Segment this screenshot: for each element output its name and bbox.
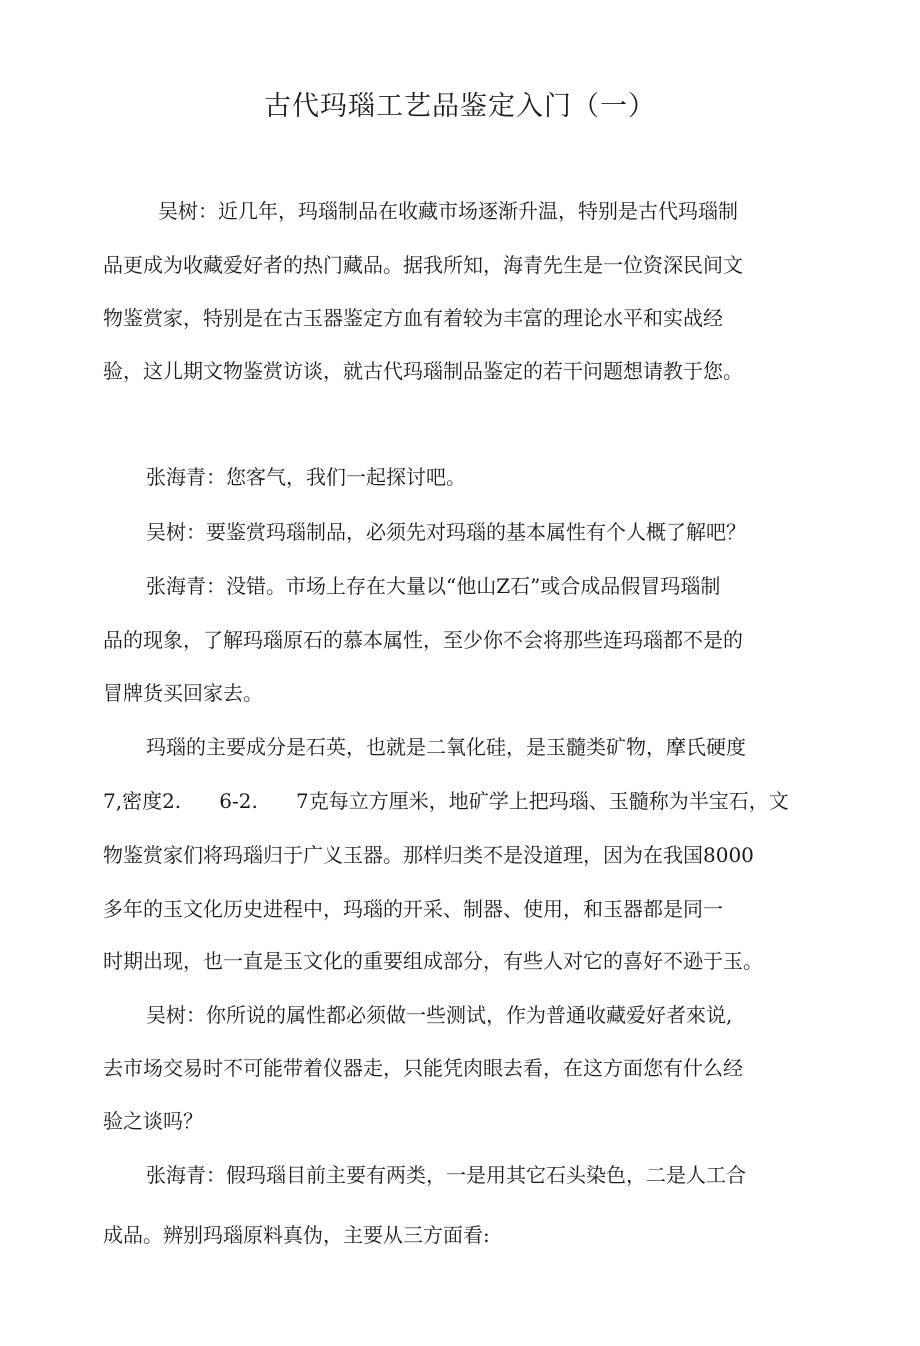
paragraph-line: 成品。辨别玛瑙原料真伪，主要从三方面看:: [103, 1223, 490, 1247]
paragraph-line: 物鉴赏家，特别是在古玉器鉴定方血有着较为丰富的理论水平和实战经: [103, 306, 723, 330]
paragraph-line: 品更成为收藏爱好者的热门藏品。据我所知，海青先生是一位资深民间文: [103, 253, 743, 277]
paragraph-line: 品的现象，了解玛瑙原石的慕本属性，至少你不会将那些连玛瑙都不是的: [103, 628, 743, 652]
document-title: 古代玛瑙工艺品鉴定入门（一）: [264, 91, 656, 122]
paragraph-line: 物鉴赏家们将玛瑙归于广义玉器。那样归类不是没道理，因为在我国8000: [103, 843, 754, 867]
paragraph-line: 验之谈吗？: [103, 1109, 203, 1133]
paragraph-line: 玛瑙的主要成分是石英，也就是二氧化硅，是玉髓类矿物，摩氏硬度: [146, 735, 746, 759]
paragraph-line: 多年的玉文化历史进程中，玛瑙的开采、制器、使用，和玉器都是同一: [103, 897, 723, 921]
paragraph-line: 吴树：近几年，玛瑙制品在收藏市场逐渐升温，特别是古代玛瑙制: [158, 199, 738, 223]
paragraph-line: 吴树：你所说的属性都必须做一些测试，作为普通收藏爱好者來说,: [146, 1003, 733, 1027]
paragraph-line: 张海青：您客气，我们一起探讨吧。: [146, 465, 466, 489]
paragraph-line: 时期出现，也一直是玉文化的重要组成部分，有些人对它的喜好不逊于玉。: [103, 949, 763, 973]
paragraph-line: 吴树：要鉴赏玛瑙制品，必须先对玛瑙的基本属性有个人概了解吧？: [146, 520, 746, 544]
paragraph-line: 去市场交易时不可能带着仪器走，只能凭肉眼去看，在这方面您有什么经: [103, 1056, 743, 1080]
paragraph-line: 验，这儿期文物鉴赏访谈，就古代玛瑙制品鉴定的若干问题想请教于您。: [103, 359, 743, 383]
paragraph-line: 张海青：没错。市场上存在大量以“他山Z石”或合成品假冒玛瑙制: [146, 574, 721, 598]
paragraph-line: 7,密度2. 6-2. 7克每立方厘米，地矿学上把玛瑙、玉髓称为半宝石，文: [103, 789, 789, 813]
paragraph-line: 冒牌货买回家去。: [103, 681, 263, 705]
paragraph-line: 张海青：假玛瑙目前主要有两类，一是用其它石头染色，二是人工合: [146, 1163, 746, 1187]
